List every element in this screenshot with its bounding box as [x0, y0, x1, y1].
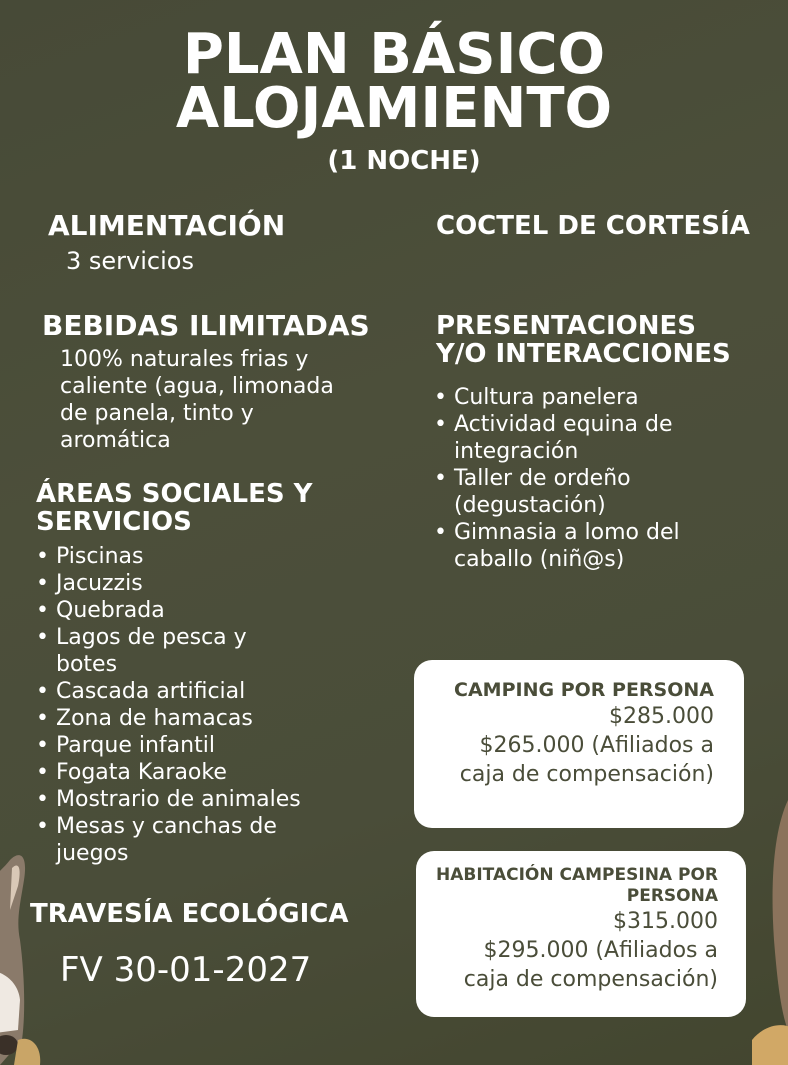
pricing-title: CAMPING POR PERSONA [454, 679, 714, 701]
presentaciones-heading-line-1: PRESENTACIONES [436, 311, 697, 341]
bebidas-line: 100% naturales frias y [60, 347, 309, 372]
title-line-2: ALOJAMIENTO [175, 76, 613, 141]
list-item: • Gimnasia a lomo del caballo (niñ@s) [434, 519, 724, 573]
bebidas-line: aromática [60, 428, 171, 453]
donkey-image [0, 850, 42, 1065]
pricing-price: $315.000 [613, 909, 718, 934]
list-item: • Cascada artificial [36, 678, 336, 705]
list-item: • Mostrario de animales [36, 786, 336, 813]
title-line-1: PLAN BÁSICO [182, 22, 606, 87]
pricing-card-habitacion [416, 851, 746, 1017]
bebidas-description [60, 346, 334, 454]
presentaciones-list [434, 384, 724, 573]
list-item: • Actividad equina de integración [434, 411, 704, 465]
areas-heading-line-1: ÁREAS SOCIALES Y [36, 479, 313, 509]
list-item: • Mesas y canchas de juegos [36, 813, 286, 867]
presentaciones-heading-line-2: Y/O INTERACCIONES [436, 339, 731, 369]
pricing-title-line-2: PERSONA [626, 886, 718, 906]
areas-heading-line-2: SERVICIOS [36, 507, 192, 537]
list-item: • Quebrada [36, 597, 336, 624]
alimentacion-heading: ALIMENTACIÓN [48, 209, 286, 242]
expiry-date: FV 30-01-2027 [60, 950, 312, 990]
list-item: • Lagos de pesca y botes [36, 624, 296, 678]
bebidas-heading: BEBIDAS ILIMITADAS [42, 309, 370, 342]
page-subtitle: (1 NOCHE) [327, 146, 481, 176]
page-title [0, 22, 788, 141]
list-item: • Zona de hamacas [36, 705, 336, 732]
list-item: • Taller de ordeño (degustación) [434, 465, 674, 519]
pricing-card-camping [414, 660, 744, 828]
pricing-title-line-1: HABITACIÓN CAMPESINA POR [436, 865, 718, 885]
pricing-affiliate-line-2: caja de compensación) [463, 967, 718, 992]
list-item: • Jacuzzis [36, 570, 336, 597]
presentaciones-heading [436, 312, 731, 368]
list-item: • Fogata Karaoke [36, 759, 336, 786]
pricing-price: $285.000 [609, 704, 714, 729]
list-item: • Parque infantil [36, 732, 336, 759]
pricing-title [426, 865, 718, 907]
bebidas-line: de panela, tinto y [60, 401, 254, 426]
travesia-heading: TRAVESÍA ECOLÓGICA [30, 899, 349, 929]
pricing-affiliate-line-1: $265.000 (Afiliados a [479, 733, 714, 758]
areas-heading [36, 480, 312, 536]
pricing-affiliate-line-2: caja de compensación) [459, 762, 714, 787]
coctel-heading: COCTEL DE CORTESÍA [436, 211, 750, 241]
bebidas-line: caliente (agua, limonada [60, 374, 334, 399]
areas-list [36, 543, 336, 867]
pricing-affiliate-line-1: $295.000 (Afiliados a [483, 938, 718, 963]
horse-image [752, 800, 788, 1065]
list-item: • Piscinas [36, 543, 336, 570]
list-item: • Cultura panelera [434, 384, 724, 411]
alimentacion-detail: 3 servicios [66, 247, 194, 275]
